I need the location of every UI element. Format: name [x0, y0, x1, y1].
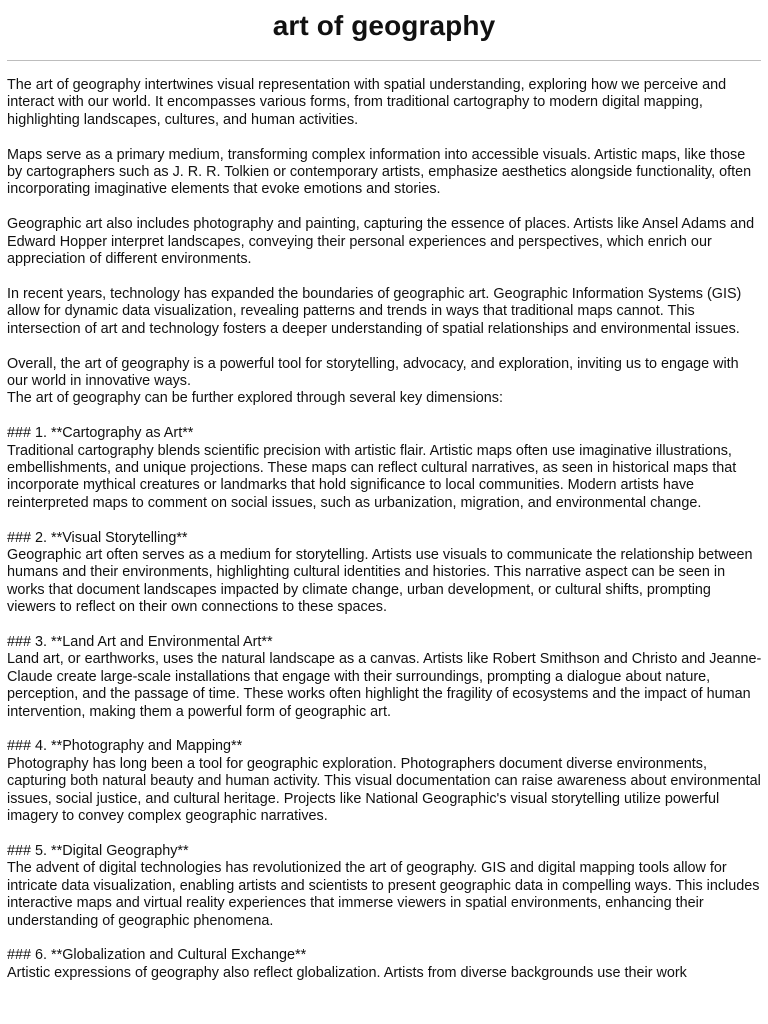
blank-line: [7, 268, 762, 285]
body-paragraph: Traditional cartography blends scientific precision with artistic flair. Artistic maps often use imaginative illustrations, embellishments, and unique projections. These maps can reflect cultural narratives, as seen in historical maps that incorporate mythical creatures or landmarks that hold significance to local communities. Modern artists have reinterpreted maps to comment on social issues, such as urbanization, migration, and environmental change.: [7, 442, 741, 511]
blank-line: [7, 930, 762, 947]
blank-line: [7, 721, 762, 738]
body-paragraph: Land art, or earthworks, uses the natural landscape as a canvas. Artists like Robert Smithson and Christo and Jeanne-Claude create large-scale installations that engage with their surroundings, prompting a dialogue about nature, perception, and the passage of time. These works often highlight the fragility of ecosystems and the impact of human intervention, making them a powerful form of geographic art.: [7, 651, 762, 720]
section-heading: ### 6. **Globalization and Cultural Exchange**: [7, 947, 307, 964]
section-heading: ### 4. **Photography and Mapping**: [7, 738, 243, 755]
blank-line: [7, 199, 762, 216]
blank-line: [7, 338, 762, 355]
body-paragraph: Artistic expressions of geography also reflect globalization. Artists from diverse backgrounds use their work: [7, 964, 687, 981]
blank-line: [7, 512, 762, 529]
blank-line: [7, 408, 762, 425]
body-paragraph: Geographic art also includes photography and painting, capturing the essence of places. Artists like Ansel Adams and Edward Hopper interpret landscapes, conveying their personal experiences and perspectives, which enrich our appreciation of different environments.: [7, 216, 759, 268]
section-heading: ### 2. **Visual Storytelling**: [7, 529, 188, 546]
blank-line: [7, 617, 762, 634]
blank-line: [7, 129, 762, 146]
blank-line: [7, 825, 762, 842]
body-paragraph: The art of geography intertwines visual representation with spatial understanding, exploring how we perceive and interact with our world. It encompasses various forms, from traditional cartography to modern digital mapping, highlighting landscapes, cultures, and human activities.: [7, 77, 731, 128]
body-paragraph: Geographic art often serves as a medium for storytelling. Artists use visuals to communicate the relationship between humans and their environments, highlighting cultural identities and histories. This narrative aspect can be seen in works that document landscapes impacted by climate change, urban development, or cultural shifts, prompting viewers to reflect on their own connections to these spaces.: [7, 546, 757, 616]
section-heading: ### 3. **Land Art and Environmental Art**: [7, 634, 273, 650]
body-paragraph: The advent of digital technologies has revolutionized the art of geography. GIS and digital mapping tools allow for intricate data visualization, enabling artists and scientists to present geographic data in compelling ways. This includes interactive maps and virtual reality experiences that immerse viewers in spatial environments, enhancing their understanding of geographic phenomena.: [7, 860, 764, 929]
body-paragraph: Maps serve as a primary medium, transforming complex information into accessible visuals. Artistic maps, like those by cartographers such as J. R. R. Tolkien or contemporary artists, emphasize aesthetics alongside functionality, often incorporating imaginative elements that evoke emotions and stories.: [7, 146, 756, 198]
page-title: art of geography: [272, 10, 496, 41]
body-paragraph: In recent years, technology has expanded the boundaries of geographic art. Geographic Information Systems (GIS) allow for dynamic data visualization, revealing patterns and trends in ways that traditional maps cannot. This intersection of art and technology fosters a deeper understanding of spatial relationships and environmental issues.: [7, 285, 746, 337]
body-paragraph: Overall, the art of geography is a powerful tool for storytelling, advocacy, and exploration, inviting us to engage with our world in innovative ways.: [7, 355, 743, 389]
document-body: [7, 77, 765, 982]
section-heading: ### 1. **Cartography as Art**: [7, 425, 194, 442]
title-divider: [7, 60, 761, 61]
body-paragraph: The art of geography can be further explored through several key dimensions:: [7, 390, 503, 407]
section-heading: ### 5. **Digital Geography**: [7, 842, 189, 859]
body-paragraph: Photography has long been a tool for geographic exploration. Photographers document diverse environments, capturing both natural beauty and human activity. This visual documentation can raise awareness about environmental issues, social justice, and cultural heritage. Projects like National Geographic's visual storytelling utilize powerful imagery to convey complex geographic narratives.: [7, 755, 765, 825]
